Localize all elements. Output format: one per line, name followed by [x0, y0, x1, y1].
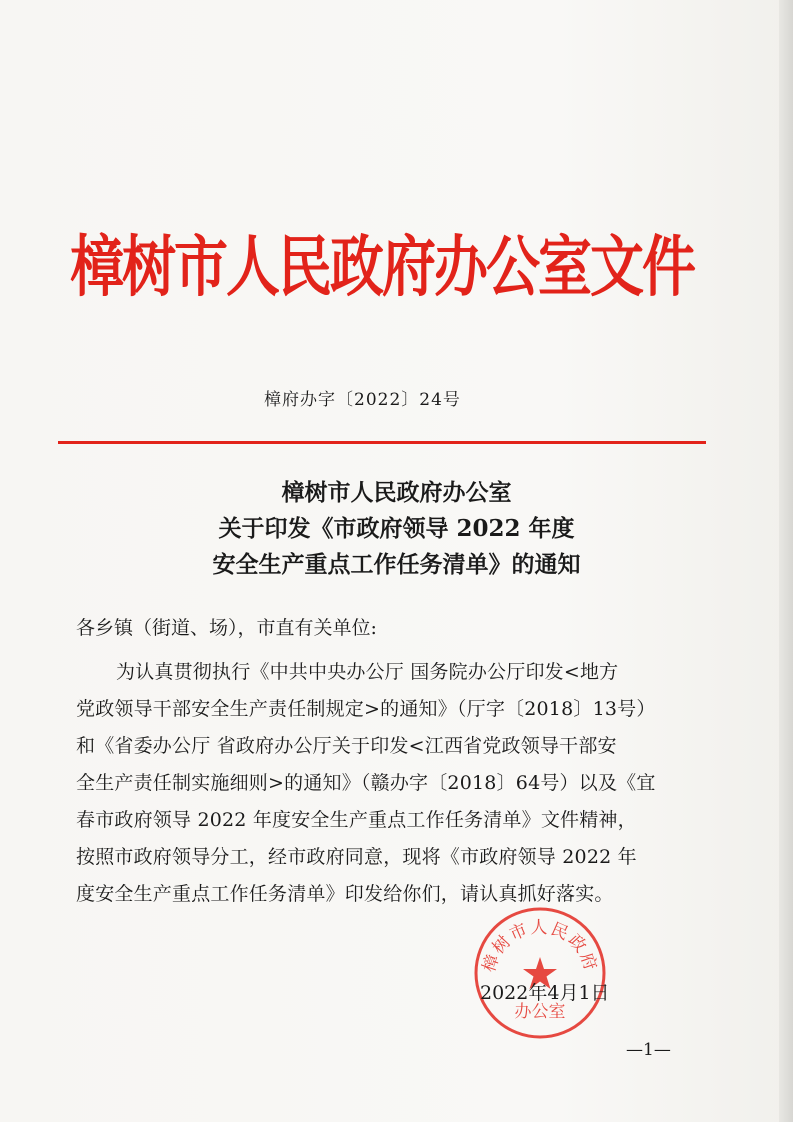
seal-arc-text: 樟树市人民政府: [479, 918, 601, 975]
document-number: 樟府办字〔2022〕24号: [264, 390, 461, 410]
body-line: 全生产责任制实施细则>的通知》（赣办字〔2018〕64号）以及《宜: [76, 772, 656, 794]
page-number: —1—: [626, 1040, 671, 1060]
red-divider-line: [58, 441, 706, 444]
notice-title: [0, 475, 793, 583]
notice-title-line: 关于印发《市政府领导 2022 年度: [218, 515, 575, 542]
body-line: 春市政府领导 2022 年度安全生产重点工作任务清单》文件精神，: [76, 809, 637, 831]
body-line: 按照市政府领导分工，经市政府同意，现将《市政府领导 2022 年: [76, 846, 637, 868]
seal-bottom-text: 办公室: [514, 1002, 566, 1022]
notice-title-line: 安全生产重点工作任务清单》的通知: [212, 551, 581, 578]
salutation: 各乡镇（街道、场），市直有关单位:: [76, 617, 377, 639]
body-line: 度安全生产重点工作任务清单》印发给你们，请认真抓好落实。: [76, 883, 614, 905]
body-line: 党政领导干部安全生产责任制规定>的通知》（厅字〔2018〕13号）: [76, 698, 656, 720]
official-seal-stamp: [472, 905, 608, 1041]
body-line: 和《省委办公厅 省政府办公厅关于印发<江西省党政领导干部安: [76, 735, 617, 757]
notice-title-line: 樟树市人民政府办公室: [281, 479, 512, 506]
body-line: 为认真贯彻执行《中共中央办公厅 国务院办公厅印发<地方: [116, 661, 619, 683]
document-header-title: 樟树市人民政府办公室文件: [70, 228, 694, 306]
issue-date: 2022年4月1日: [480, 982, 610, 1004]
